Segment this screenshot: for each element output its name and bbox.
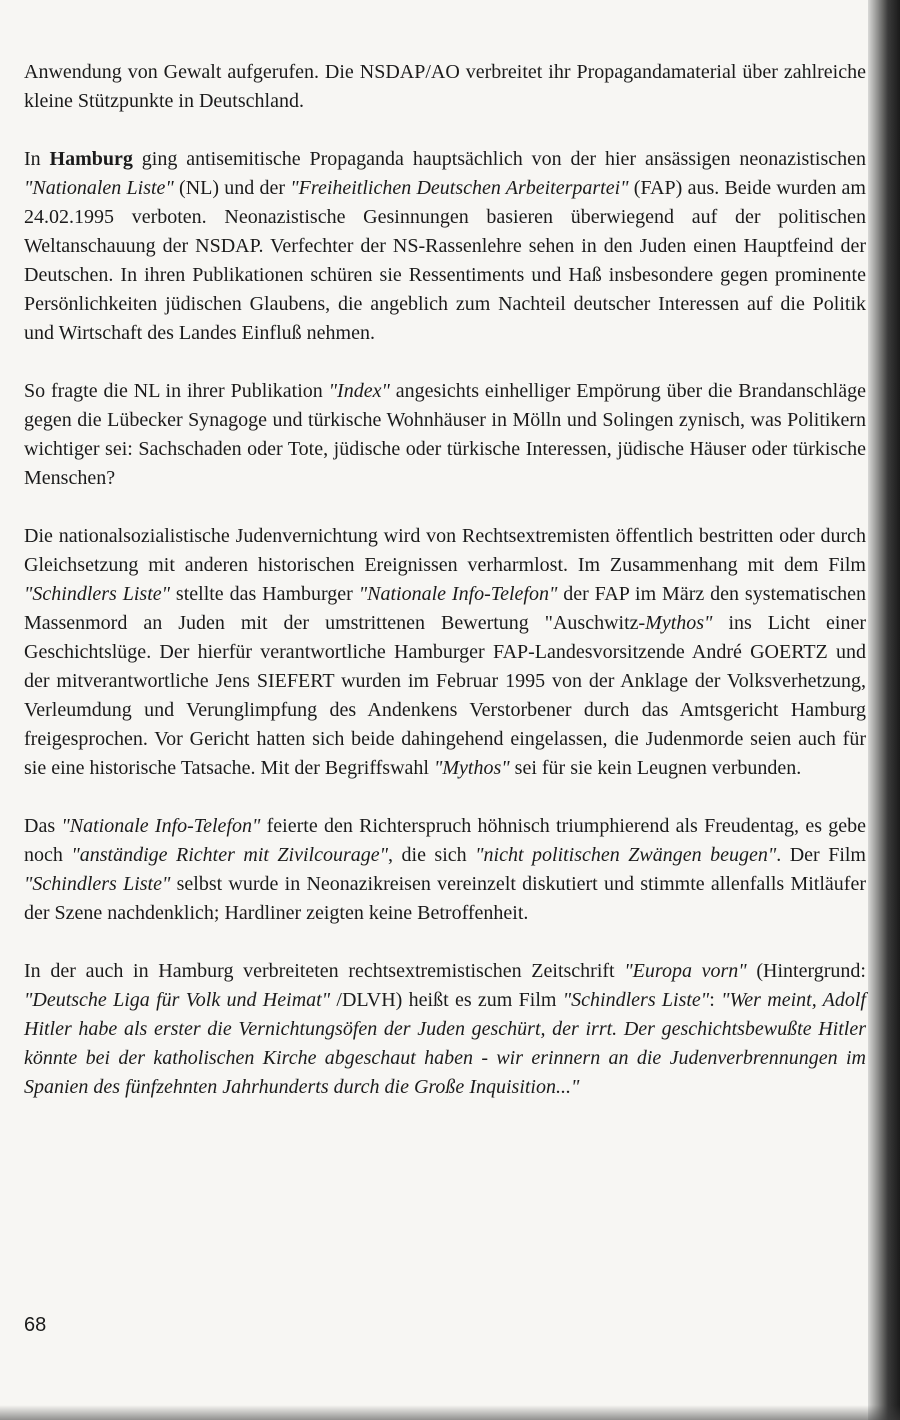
italic-text-segment: Mythos" (645, 612, 713, 634)
text-segment: In (24, 148, 50, 170)
book-spine-shadow (868, 0, 900, 1420)
text-segment: (NL) und der (173, 177, 291, 199)
italic-text-segment: "Deutsche Liga für Volk und Heimat" (24, 989, 331, 1011)
paragraph-5 (24, 812, 866, 928)
text-segment: selbst wurde in Neonazikreisen vereinzelt diskutiert und stimmte allenfalls Mitläufer der Szene nachdenklich; Hardliner zeigten keine Betroffenheit. (24, 873, 866, 924)
text-segment: (Hintergrund: (746, 960, 866, 982)
italic-text-segment: "Schindlers Liste" (24, 583, 171, 605)
paragraph-2 (24, 145, 866, 348)
text-segment: ins Licht einer Geschichtslüge. Der hierfür verantwortliche Hamburger FAP-Landesvorsitzende André GOERTZ und der mitverantwortliche Jens SIEFERT wurden im Februar 1995 von der Anklage der Volksverhetzung, Verleumdung und Verunglimpfung des Andenkens Verstorbener durch das Amtsgericht Hamburg freigesprochen. Vor Gericht hatten sich beide dahingehend eingelassen, die Judenmorde seien auch für sie eine historische Tatsache. Mit der Begriffswahl (24, 612, 866, 779)
text-segment: feierte den Richterspruch höhnisch triumphierend als Freudentag, es gebe noch (24, 815, 866, 866)
text-segment: (FAP) aus. Beide wurden am 24.02.1995 verboten. Neonazistische Gesinnungen basieren überwiegend auf der politischen Weltanschauung der NSDAP. Verfechter der NS-Rassenlehre sehen in den Juden einen Hauptfeind der Deutschen. In ihren Publikationen schüren sie Ressentiments und Haß insbesondere gegen prominente Persönlichkeiten jüdischen Glaubens, die angeblich zum Nachteil deutscher Interessen auf die Politik und Wirtschaft des Landes Einfluß nehmen. (24, 177, 866, 344)
text-segment: ging antisemitische Propaganda hauptsächlich von der hier ansässigen neonazistischen (132, 148, 866, 170)
page-bottom-shadow (0, 1405, 900, 1420)
italic-text-segment: "Schindlers Liste" (24, 873, 171, 895)
italic-text-segment: "Mythos" (433, 757, 510, 779)
text-segment: Die nationalsozialistische Judenvernichtung wird von Rechtsextremisten öffentlich bestritten oder durch Gleichsetzung mit anderen historischen Ereignissen verharmlost. Im Zusammenhang mit dem Film (24, 525, 866, 576)
text-segment: . Der Film (776, 844, 866, 866)
italic-text-segment: "anständige Richter mit Zivilcourage" (71, 844, 389, 866)
paragraph-3 (24, 377, 866, 493)
italic-text-segment: "Europa vorn" (624, 960, 747, 982)
paragraph-1 (24, 58, 866, 116)
italic-text-segment: "nicht politischen Zwängen beugen" (475, 844, 777, 866)
page-number: 68 (24, 1314, 47, 1336)
text-segment: In der auch in Hamburg verbreiteten rechtsextremistischen Zeitschrift (24, 960, 625, 982)
text-segment: sei für sie kein Leugnen verbunden. (509, 757, 802, 779)
text-segment: angesichts einhelliger Empörung über die Brandanschläge gegen die Lübecker Synagoge und türkische Wohnhäuser in Mölln und Solingen zynisch, was Politikern wichtiger sei: Sachschaden oder Tote, jüdische oder türkische Interessen, jüdische Häuser oder türkische Menschen? (24, 380, 866, 489)
italic-text-segment: "Schindlers Liste" (562, 989, 710, 1011)
italic-text-segment: "Freiheitlichen Deutschen Arbeiterpartei" (290, 177, 629, 199)
text-segment: : (709, 989, 722, 1011)
page-body (24, 58, 866, 1102)
italic-text-segment: "Nationale Info-Telefon" (358, 583, 558, 605)
bold-text-segment: Hamburg (49, 148, 133, 170)
text-segment: So fragte die NL in ihrer Publikation (24, 380, 329, 402)
text-segment: der FAP im März den systematischen Massenmord an Juden mit der umstrittenen Bewertung "Auschwitz- (24, 583, 866, 634)
paragraph-4 (24, 522, 866, 783)
paragraph-6 (24, 957, 866, 1102)
italic-text-segment: "Wer meint, Adolf Hitler habe als erster die Vernichtungsöfen der Juden geschürt, der irrt. Der geschichtsbewußte Hitler könnte bei der katholischen Kirche abgeschaut haben - wir erinnern an die Judenverbrennungen im Spanien des fünfzehnten Jahrhunderts durch die Große Inquisition..." (24, 989, 866, 1098)
italic-text-segment: "Index" (328, 380, 390, 402)
text-segment: , die sich (388, 844, 476, 866)
text-segment: Das (24, 815, 62, 837)
italic-text-segment: "Nationale Info-Telefon" (61, 815, 261, 837)
italic-text-segment: "Nationalen Liste" (24, 177, 174, 199)
text-segment: stellte das Hamburger (170, 583, 359, 605)
text-segment: /DLVH) heißt es zum Film (330, 989, 563, 1011)
text-segment: Anwendung von Gewalt aufgerufen. Die NSDAP/AO verbreitet ihr Propagandamaterial über zahlreiche kleine Stützpunkte in Deutschland. (24, 61, 866, 112)
